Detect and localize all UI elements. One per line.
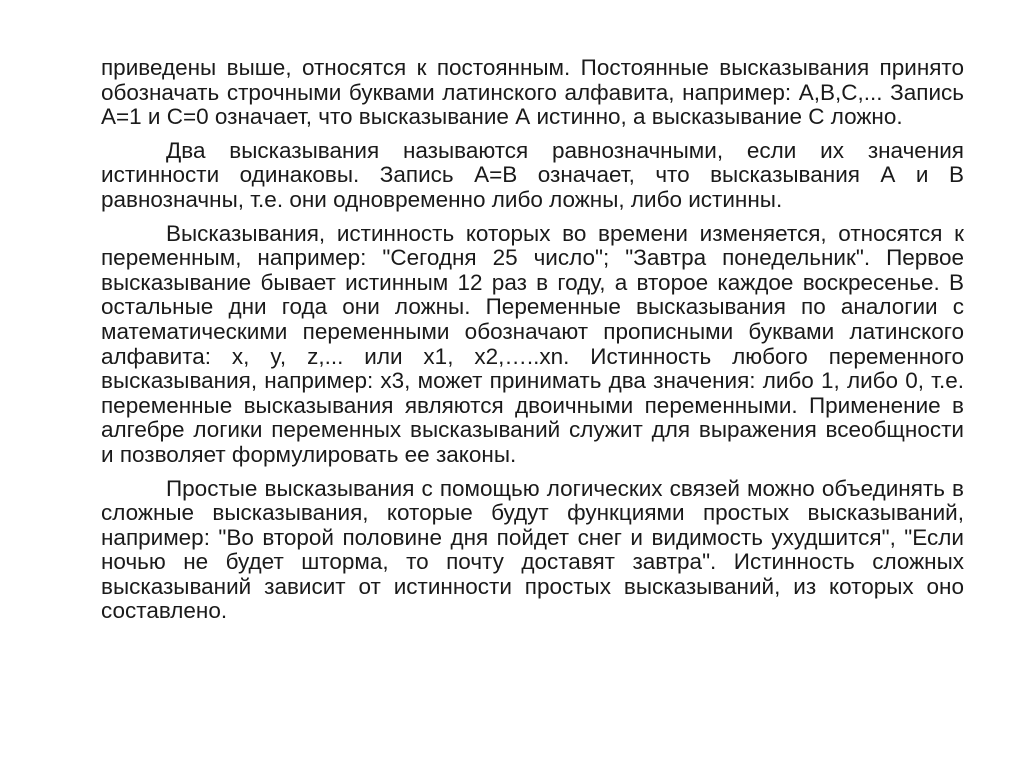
document-page bbox=[101, 56, 964, 624]
paragraph-variable-statements: Высказывания, истинность которых во времени изменяется, относятся к переменным, например: "Сегодня 25 число"; "Завтра понедельник". Первое высказывание бывает истинным 12 раз в году, а второе каждое воскресенье. В остальные дни года они ложны. Переменные высказывания по аналогии с математическими переменными обозначают прописными буквами латинского алфавита: x, y, z,... или x1, x2,…..xn. Истинность любого переменного высказывания, например: x3, может принимать два значения: либо 1, либо 0, т.е. переменные высказывания являются двоичными переменными. Применение в алгебре логики переменных высказываний служит для выражения всеобщности и позволяет формулировать ее законы. bbox=[101, 220, 964, 467]
paragraph-equivalent-statements: Два высказывания называются равнозначными, если их значения истинности одинаковы. Запись А=В означает, что высказывания А и В равнозначны, т.е. они одновременно либо ложны, либо истинны. bbox=[101, 137, 964, 212]
paragraph-constant-statements: приведены выше, относятся к постоянным. Постоянные высказывания принято обозначать строчными буквами латинского алфавита, например: A,B,C,... Запись А=1 и С=0 означает, что высказывание А истинно, а высказывание С ложно. bbox=[101, 55, 964, 130]
paragraph-compound-statements: Простые высказывания с помощью логических связей можно объединять в сложные высказывания, которые будут функциями простых высказываний, например: "Во второй половине дня пойдет снег и видимость ухудшится", "Если ночью не будет шторма, то почту доставят завтра". Истинность сложных высказываний зависит от истинности простых высказываний, из которых оно составлено. bbox=[101, 475, 964, 624]
